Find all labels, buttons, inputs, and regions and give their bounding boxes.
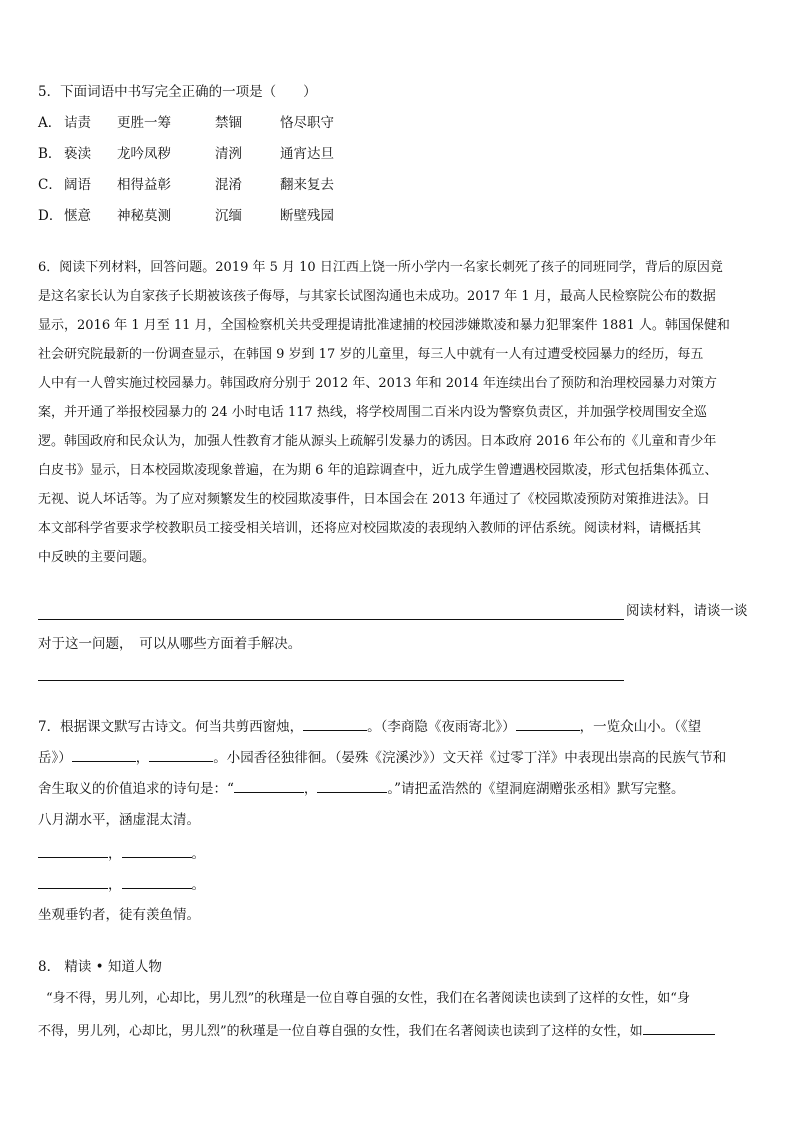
q6-line: 社会研究院最新的一份调查显示，在韩国 9 岁到 17 岁的儿童里，每三人中就有一人有过遭受校园暴力的经历，每五 [38,347,704,362]
option-word: 沉缅 [215,208,242,224]
q6-answer-line-1[interactable] [38,619,624,620]
q7-text: 。小园香径独徘徊。（晏殊《浣溪沙》）文天祥《过零丁洋》中表现出崇高的民族气节和 [213,750,727,766]
blank-field[interactable] [516,716,580,731]
blank-field[interactable] [643,1020,715,1035]
option-word: 恪尽职守 [280,115,334,131]
q7-text: 岳》） [38,750,72,766]
option-word: 亵渎 [64,146,91,162]
option-word: 通宵达旦 [280,146,334,162]
blank-field[interactable] [72,747,136,762]
option-label: B． [38,146,62,162]
option-word: 翻来复去 [280,177,334,193]
q7-poem-blanks-1 [38,843,205,864]
q7-line-2 [38,747,726,768]
q8-title: 8． 精读 • 知道人物 [38,959,162,975]
option-label: C． [38,177,62,193]
blank-field[interactable] [122,843,192,858]
q6-line: 是这名家长认为自家孩子长期被该孩子侮辱，与其家长试图沟通也未成功。2017 年 1 月，最高人民检察院公布的数据 [38,289,716,304]
q6-line: 6．阅读下列材料，回答问题。2019 年 5 月 10 日江西上饶一所小学内一名家长刺死了孩子的同班同学，背后的原因竟 [38,260,723,275]
q7-line-1 [38,716,701,737]
q8-line-2 [38,1020,715,1042]
q7-poem-line-4: 坐观垂钓者，徒有羡鱼情。 [38,907,200,923]
q7-text: 舍生取义的价值追求的诗句是：“ [38,781,234,797]
blank-field[interactable] [149,747,213,762]
q6-answer-line-2[interactable] [38,680,624,681]
q7-text: 。”请把孟浩然的《望洞庭湖赠张丞相》默写完整。 [387,781,685,797]
q7-comma: ， [108,877,122,893]
option-word: 惬意 [64,208,91,224]
q5-stem: 5．下面词语中书写完全正确的一项是（ ） [38,84,317,100]
q6-line: 显示，2016 年 1 月至 11 月，全国检察机关共受理提请批准逮捕的校园涉嫌欺凌和暴力犯罪案件 1881 人。韩国保健和 [38,318,730,333]
blank-field[interactable] [38,874,108,889]
q6-line: 白皮书》显示，日本校园欺凌现象普遍，在为期 6 年的追踪调查中，近九成学生曾遭遇校园欺凌，形式包括集体孤立、 [38,463,718,478]
q6-line: 逻。韩国政府和民众认为，加强人性教育才能从源头上疏解引发暴力的诱因。日本政府 2016 年公布的《儿童和青少年 [38,434,717,449]
option-word: 更胜一筹 [117,115,171,131]
q6-prompt-2: 对于这一问题， 可以从哪些方面着手解决。 [38,636,302,652]
option-word: 断壁残园 [280,208,334,224]
q6-line: 无视、说人坏话等。为了应对频繁发生的校园欺凌事件，日本国会在 2013 年通过了《校园欺凌预防对策推进法》。日 [38,492,710,507]
option-word: 清洌 [215,146,242,162]
q7-line-3 [38,778,685,799]
blank-field[interactable] [234,778,304,793]
q6-line: 本文部科学省要求学校教职员工接受相关培训，还将应对校园欺凌的表现纳入教师的评估系统。阅读材料，请概括其 [38,521,702,536]
q6-line: 人中有一人曾实施过校园暴力。韩国政府分别于 2012 年、2013 年和 2014 年连续出台了预防和治理校园暴力对策方 [38,376,717,391]
q7-comma: ， [108,846,122,862]
q7-text: 7．根据课文默写古诗文。何当共剪西窗烛， [38,719,304,735]
blank-field[interactable] [38,843,108,858]
option-word: 神秘莫测 [117,208,171,224]
blank-field[interactable] [122,874,192,889]
q7-text: ， [303,781,318,797]
option-label: D． [38,208,63,224]
option-word: 相得益彰 [117,177,171,193]
option-label: A． [38,115,62,131]
q6-line: 案，并开通了举报校园暴力的 24 小时电话 117 热线，将学校周围二百米内设为警察负责区，并加强学校周围安全巡 [38,405,707,420]
option-word: 阔语 [64,177,91,193]
q7-text: ， [135,750,150,766]
q8-text: 不得，男儿列，心却比，男儿烈”的秋瑾是一位自尊自强的女性，我们在名著阅读也读到了这样的女性，如 [38,1024,643,1039]
q7-text: 。（李商隐《夜雨寄北》） [367,719,516,735]
q6-prompt: 阅读材料，请谈一谈 [626,603,748,619]
option-word: 禁锢 [215,115,242,131]
option-word: 龙吟凤秽 [117,146,171,162]
q7-poem-line-1: 八月湖水平，涵虚混太清。 [38,812,200,828]
q6-line: 中反映的主要问题。 [38,550,156,565]
q7-period: 。 [191,877,205,893]
q7-poem-blanks-2 [38,874,205,895]
blank-field[interactable] [317,778,387,793]
q8-line-1: “身不得，男儿列，心却比，男儿烈”的秋瑾是一位自尊自强的女性，我们在名著阅读也读到了这样的女性，如“身 [46,991,690,1006]
option-word: 混淆 [215,177,242,193]
blank-field[interactable] [303,716,367,731]
option-word: 诘责 [64,115,91,131]
q7-period: 。 [191,846,205,862]
q7-text: ，一览众山小。（《望 [579,719,702,735]
